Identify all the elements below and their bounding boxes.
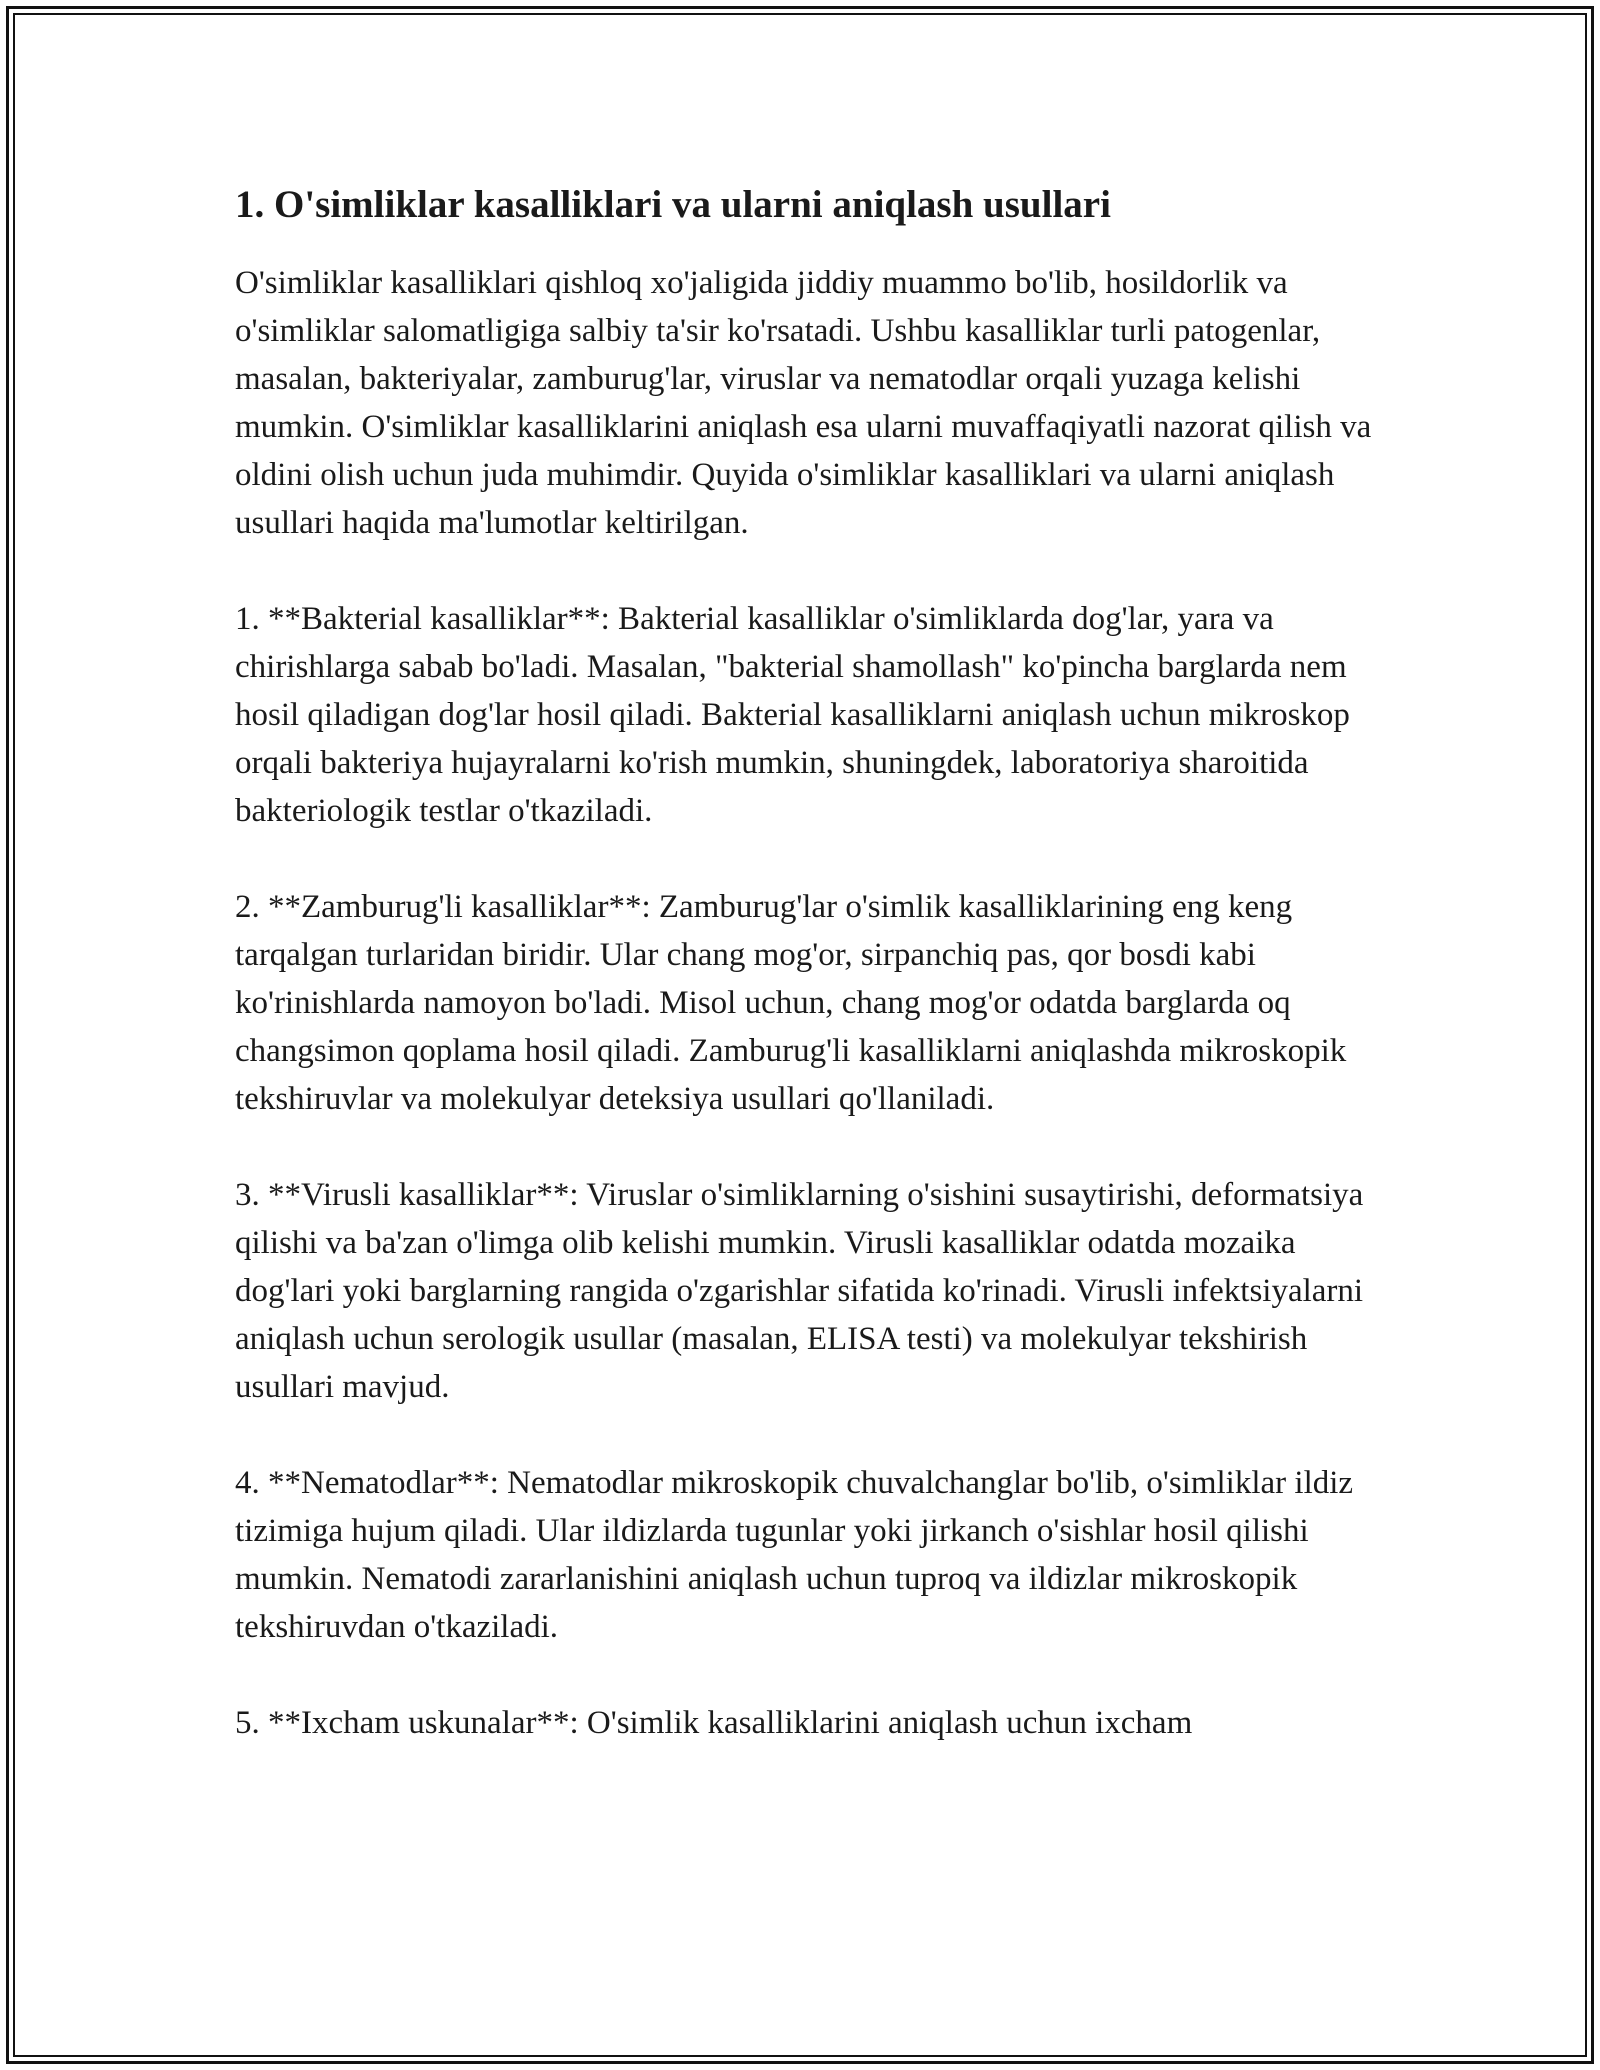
page-title: 1. O'simliklar kasalliklari va ularni aniqlash usullari [235,183,1111,226]
document-body [235,180,1375,1795]
paragraph-nematodes: 4. **Nematodlar**: Nematodlar mikroskopik chuvalchanglar bo'lib, o'simliklar ildiz tizimiga hujum qiladi. Ular ildizlarda tugunlar yoki jirkanch o'sishlar hosil qilishi mumkin. Nematodi zararlanishini aniqlash uchun tuproq va ildizlar mikroskopik tekshiruvdan o'tkaziladi. [235,1464,1354,1645]
paragraph-bacterial: 1. **Bakterial kasalliklar**: Bakterial kasalliklar o'simliklarda dog'lar, yara va chirishlarga sabab bo'ladi. Masalan, "bakterial shamollash" ko'pincha barglarda nem hosil qiladigan dog'lar hosil qiladi. Bakterial kasalliklarni aniqlash uchun mikroskop orqali bakteriya hujayralarni ko'rish mumkin, shuningdek, laboratoriya sharoitida bakteriologik testlar o'tkaziladi. [235,600,1350,829]
paragraph-fungal: 2. **Zamburug'li kasalliklar**: Zamburug'lar o'simlik kasalliklarining eng keng tarqalgan turlaridan biridir. Ular chang mog'or, sirpanchiq pas, qor bosdi kabi ko'rinishlarda namoyon bo'ladi. Misol uchun, chang mog'or odatda barglarda oq changsimon qoplama hosil qiladi. Zamburug'li kasalliklarni aniqlashda mikroskopik tekshiruvlar va molekulyar deteksiya usullari qo'llaniladi. [235,888,1347,1117]
paragraph-intro: O'simliklar kasalliklari qishloq xo'jaligida jiddiy muammo bo'lib, hosildorlik va o'simliklar salomatligiga salbiy ta'sir ko'rsatadi. Ushbu kasalliklar turli patogenlar, masalan, bakteriyalar, zamburug'lar, viruslar va nematodlar orqali yuzaga kelishi mumkin. O'simliklar kasalliklarini aniqlash esa ularni muvaffaqiyatli nazorat qilish va oldini olish uchun juda muhimdir. Quyida o'simliklar kasalliklari va ularni aniqlash usullari haqida ma'lumotlar keltirilgan. [235,264,1372,541]
paragraph-compact-devices: 5. **Ixcham uskunalar**: O'simlik kasalliklarini aniqlash uchun ixcham [235,1704,1193,1741]
paragraph-viral: 3. **Virusli kasalliklar**: Viruslar o'simliklarning o'sishini susaytirishi, deformatsiya qilishi va ba'zan o'limga olib kelishi mumkin. Virusli kasalliklar odatda mozaika dog'lari yoki barglarning rangida o'zgarishlar sifatida ko'rinadi. Virusli infektsiyalarni aniqlash uchun serologik usullar (masalan, ELISA testi) va molekulyar tekshirish usullari mavjud. [235,1176,1364,1405]
